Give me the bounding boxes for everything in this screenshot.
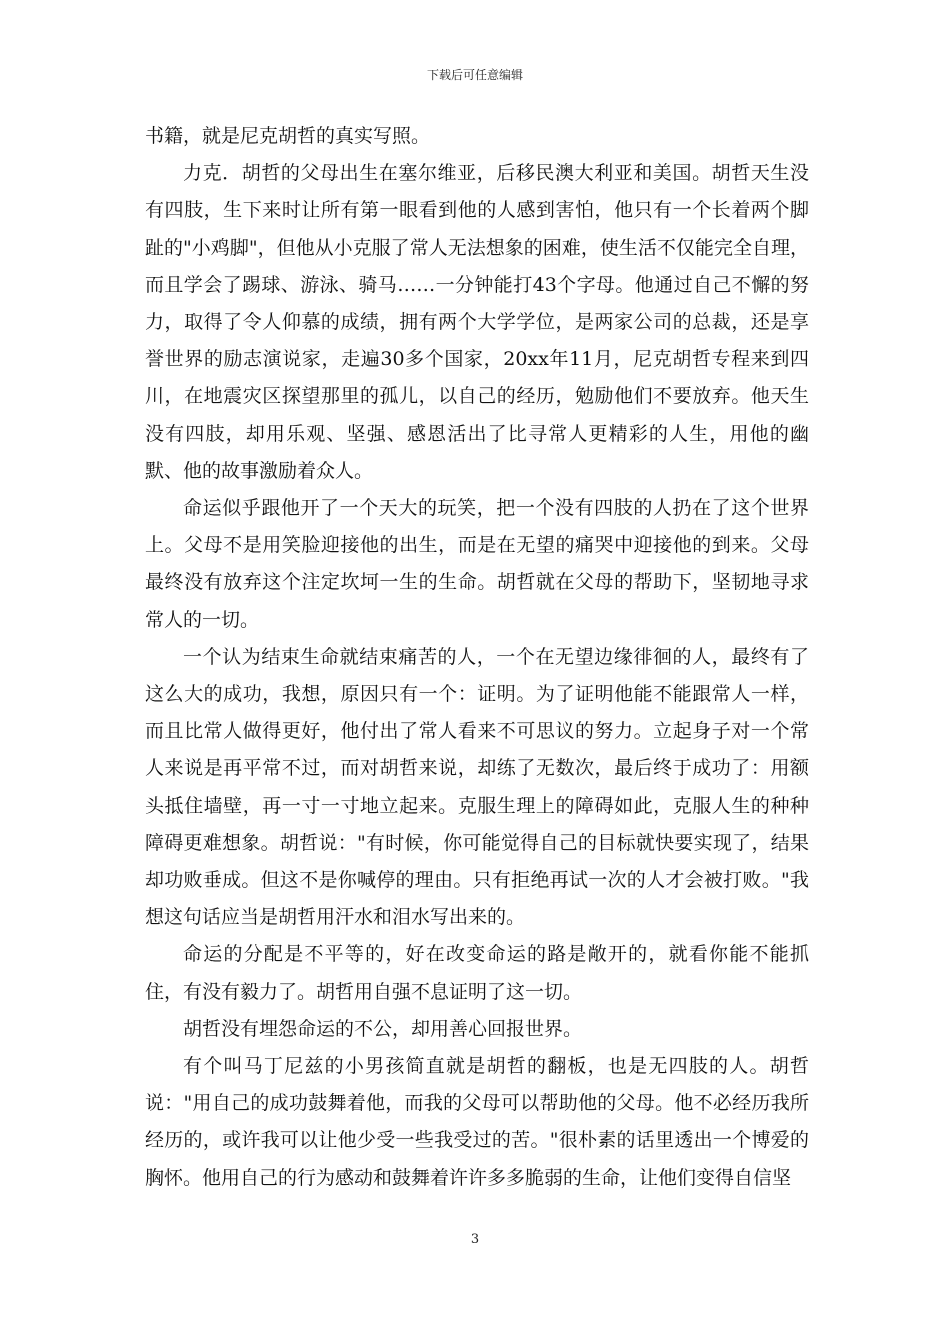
paragraph: 一个认为结束生命就结束痛苦的人，一个在无望边缘徘徊的人，最终有了这么大的成功，我想，原因只有一个：证明。为了证明他能不能跟常人一样，而且比常人做得更好，他付出了常人看来不可思议的努力。立起身子对一个常人来说是再平常不过，而对胡哲来说，却练了无数次，最后终于成功了：用额头抵住墙壁，再一寸一寸地立起来。克服生理上的障碍如此，克服人生的种种障碍更难想象。胡哲说："有时候，你可能觉得自己的目标就快要实现了，结果却功败垂成。但这不是你喊停的理由。只有拒绝再试一次的人才会被打败。"我想这句话应当是胡哲用汗水和泪水写出来的。: [145, 645, 809, 929]
paragraph: 命运似乎跟他开了一个天大的玩笑，把一个没有四肢的人扔在了这个世界上。父母不是用笑脸迎接他的出生，而是在无望的痛哭中迎接他的到来。父母最终没有放弃这个注定坎坷一生的生命。胡哲就在父母的帮助下，坚韧地寻求常人的一切。: [145, 497, 809, 631]
body-text: [145, 118, 809, 1197]
page-number: 3: [470, 1232, 480, 1247]
paragraph: 有个叫马丁尼兹的小男孩简直就是胡哲的翻板，也是无四肢的人。胡哲说："用自己的成功鼓舞着他，而我的父母可以帮助他的父母。他不必经历我所经历的，或许我可以让他少受一些我受过的苦。"很朴素的话里透出一个博爱的胸怀。他用自己的行为感动和鼓舞着许许多多脆弱的生命，让他们变得自信坚: [145, 1055, 809, 1189]
page-header: 下载后可任意编辑: [426, 68, 523, 82]
paragraph: 胡哲没有埋怨命运的不公，却用善心回报世界。: [183, 1017, 583, 1040]
paragraph: 书籍，就是尼克胡哲的真实写照。: [145, 125, 431, 147]
paragraph: 命运的分配是不平等的，好在改变命运的路是敞开的，就看你能不能抓住，有没有毅力了。胡哲用自强不息证明了这一切。: [145, 943, 809, 1003]
paragraph: 力克．胡哲的父母出生在塞尔维亚，后移民澳大利亚和美国。胡哲天生没有四肢，生下来时让所有第一眼看到他的人感到害怕，他只有一个长着两个脚趾的"小鸡脚"，但他从小克服了常人无法想象的困难，使生活不仅能完全自理，而且学会了踢球、游泳、骑马……一分钟能打43个字母。他通过自己不懈的努力，取得了令人仰慕的成绩，拥有两个大学学位，是两家公司的总裁，还是享誉世界的励志演说家，走遍30多个国家，20xx年11月，尼克胡哲专程来到四川，在地震灾区探望那里的孤儿，以自己的经历，勉励他们不要放弃。他天生没有四肢，却用乐观、坚强、感恩活出了比寻常人更精彩的人生，用他的幽默、他的故事激励着众人。: [145, 162, 809, 482]
